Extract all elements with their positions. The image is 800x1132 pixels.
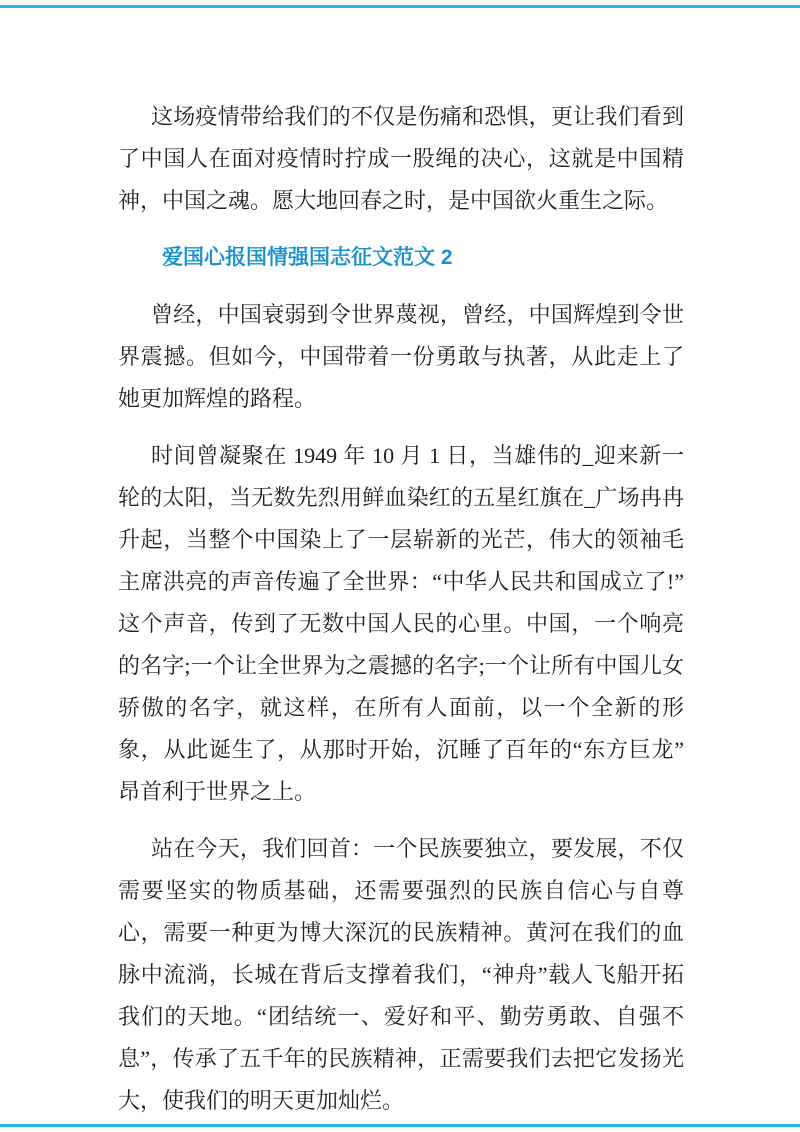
intro-paragraph: 这场疫情带给我们的不仅是伤痛和恐惧，更让我们看到了中国人在面对疫情时拧成一股绳的决心，这就是中国精神，中国之魂。愿大地回春之时，是中国欲火重生之际。: [118, 104, 684, 213]
document-content: [118, 96, 684, 1132]
body-paragraph-2: 时间曾凝聚在 1949 年 10 月 1 日，当雄伟的_迎来新一轮的太阳，当无数先烈用鲜血染红的五星红旗在_广场冉冉升起，当整个中国染上了一层崭新的光芒，伟大的领袖毛主席洪亮的声音传遍了全世界：“中华人民共和国成立了!”这个声音，传到了无数中国人民的心里。中国，一个响亮的名字;一个让全世界为之震撼的名字;一个让所有中国儿女骄傲的名字，就这样，在所有人面前，以一个全新的形象，从此诞生了，从那时开始，沉睡了百年的“东方巨龙”昂首利于世界之上。: [118, 443, 684, 804]
section-heading: 爱国心报国情强国志征文范文 2: [162, 246, 453, 269]
body-paragraph-1: 曾经，中国衰弱到令世界蔑视，曾经，中国辉煌到令世界震撼。但如今，中国带着一份勇敢与执著，从此走上了她更加辉煌的路程。: [118, 302, 684, 411]
top-accent-line: [0, 5, 800, 8]
body-paragraph-3: 站在今天，我们回首：一个民族要独立，要发展，不仅需要坚实的物质基础，还需要强烈的民族自信心与自尊心，需要一种更为博大深沉的民族精神。黄河在我们的血脉中流淌，长城在背后支撑着我们，“神舟”载人飞船开拓我们的天地。“团结统一、爱好和平、勤劳勇敢、自强不息”，传承了五千年的民族精神，正需要我们去把它发扬光大，使我们的明天更加灿烂。: [118, 836, 684, 1113]
bottom-accent-line: [0, 1124, 800, 1127]
